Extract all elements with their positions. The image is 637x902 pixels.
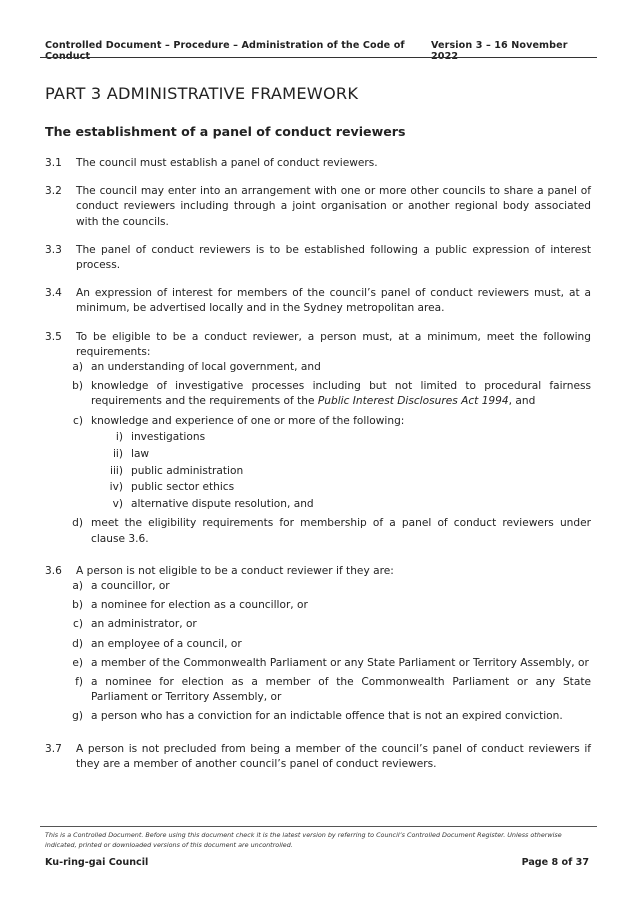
page-header [45,40,589,62]
roman-text: public administration [131,464,244,477]
footer-organisation: Ku-ring-gai Council [45,857,149,868]
roman-marker: iv) [109,481,123,494]
list-text [91,379,591,409]
list-marker: e) [72,656,83,669]
clause-text: The council may enter into an arrangement with one or more other councils to share a panel of conduct reviewers including through a joint organisation or another regional body associated with the councils. [76,185,591,228]
footer-rule [40,826,597,827]
clause-3-1 [45,156,591,171]
roman-marker: iii) [110,464,123,477]
clause-3-5-list [45,360,591,547]
list-marker: b) [72,599,83,612]
list-item [45,516,591,546]
list-item [45,579,591,594]
page-footer [45,857,589,868]
roman-marker: ii) [112,448,123,461]
clause-text: An expression of interest for members of the council’s panel of conduct reviewers must, at a minimum, be advertised locally and in the Sydney metropolitan area. [76,287,591,315]
roman-marker: v) [112,498,123,511]
clause-3-6 [45,564,591,579]
list-text: knowledge and experience of one or more of the following: [91,414,405,427]
clause-number: 3.4 [45,287,62,300]
clause-3-5 [45,330,591,360]
header-doc-title: Controlled Document – Procedure – Administration of the Code of Conduct [45,40,405,62]
clause-3-4 [45,286,591,316]
list-text-post: , and [508,395,536,408]
list-text: a nominee for election as a councillor, or [91,599,308,612]
list-text-pre: knowledge of investigative processes including but not limited to procedural fairness requirements and the requirements of the [91,380,591,408]
roman-item [45,497,591,512]
clause-text: A person is not precluded from being a member of the council’s panel of conduct reviewers if they are a member of another council’s panel of conduct reviewers. [76,742,591,770]
clause-number: 3.2 [45,185,62,198]
roman-item [45,464,591,479]
clause-number: 3.3 [45,243,62,256]
list-marker: f) [75,675,83,688]
roman-item [45,430,591,445]
roman-marker: i) [115,431,123,444]
list-text: meet the eligibility requirements for membership of a panel of conduct reviewers under clause 3.6. [91,517,591,545]
list-text: a councillor, or [91,579,170,592]
clause-3-6-list [45,579,591,725]
list-item [45,637,591,652]
clause-text: A person is not eligible to be a conduct reviewer if they are: [76,564,394,577]
list-marker: a) [72,361,83,374]
clause-3-2 [45,184,591,230]
clause-3-3 [45,243,591,273]
list-item [45,709,591,724]
list-text: a member of the Commonwealth Parliament or any State Parliament or Territory Assembly, or [91,656,589,669]
clause-number: 3.1 [45,157,62,169]
page-number: Page 8 of 37 [521,857,589,868]
clause-intro: To be eligible to be a conduct reviewer, a person must, at a minimum, meet the following requirements: [76,330,591,358]
list-item [45,656,591,671]
section-title: The establishment of a panel of conduct reviewers [45,124,406,139]
list-text: an employee of a council, or [91,637,242,650]
clause-text [76,330,591,360]
roman-text: alternative dispute resolution, and [131,498,314,511]
list-item [45,675,591,705]
list-text: an administrator, or [91,618,197,631]
list-marker: d) [72,517,83,530]
header-version: Version 3 – 16 November 2022 [431,40,568,62]
list-marker: c) [73,618,83,631]
list-item [45,598,591,613]
act-title: Public Interest Disclosures Act 1994 [317,395,509,408]
header-rule [40,57,597,58]
document-body [45,156,591,785]
roman-text: investigations [131,431,206,444]
list-item [45,414,591,429]
footer-disclaimer: This is a Controlled Document. Before using this document check it is the latest version by referring to Council’s Controlled Document Register. Unless otherwise indicated, printed or downloaded versions of this document are uncontrolled. [45,831,562,849]
list-marker: c) [73,414,83,427]
clause-number: 3.7 [45,742,62,755]
clause-number: 3.6 [45,564,62,577]
part-title: PART 3 ADMINISTRATIVE FRAMEWORK [45,84,359,103]
list-marker: b) [72,380,83,393]
list-text: a nominee for election as a member of the Commonwealth Parliament or any State Parliament or Territory Assembly, or [91,675,591,704]
roman-item [45,447,591,462]
clause-3-7 [45,742,591,772]
list-marker: d) [72,637,83,650]
list-marker: g) [72,710,83,723]
list-text: an understanding of local government, and [91,361,321,374]
list-item [45,617,591,632]
list-item [45,379,591,409]
list-marker: a) [72,579,83,592]
list-item [45,360,591,375]
clause-text: The panel of conduct reviewers is to be established following a public expression of interest process. [76,243,591,272]
roman-text: public sector ethics [131,481,235,494]
list-text: a person who has a conviction for an indictable offence that is not an expired conviction. [91,710,563,723]
roman-item [45,480,591,495]
clause-number: 3.5 [45,330,62,343]
clause-text: The council must establish a panel of conduct reviewers. [76,157,378,169]
roman-text: law [131,448,150,461]
